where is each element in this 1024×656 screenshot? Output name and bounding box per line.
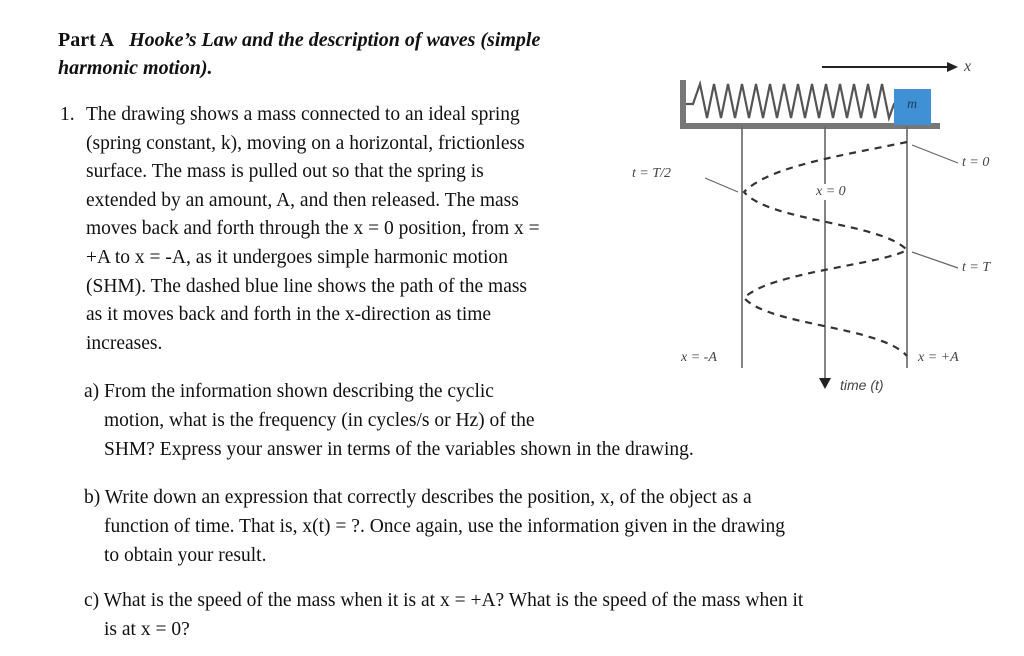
problem-number: 1. xyxy=(60,104,75,125)
problem-line: +A to x = -A, as it undergoes simple harmonic motion xyxy=(86,247,508,268)
x-axis-arrowhead xyxy=(947,62,958,72)
t-half-label: t = T/2 xyxy=(632,166,672,181)
x-neg-label: x = -A xyxy=(681,350,717,365)
problem-line: extended by an amount, A, and then released. The mass xyxy=(86,190,519,211)
question-a-line: motion, what is the frequency (in cycles/s or Hz) of the xyxy=(104,410,535,431)
x-axis-label: x xyxy=(964,58,972,75)
spring xyxy=(686,84,897,118)
time-arrowhead xyxy=(819,378,831,389)
x-pos-label: x = +A xyxy=(918,350,959,365)
t-period-label: t = T xyxy=(962,260,991,275)
pointer-t-period xyxy=(912,252,958,268)
pointer-t-zero xyxy=(912,145,958,163)
part-heading xyxy=(58,28,540,52)
time-label: time (t) xyxy=(840,377,884,393)
question-b-line: function of time. That is, x(t) = ?. Once again, use the information given in the drawing xyxy=(104,516,786,537)
pointer-t-half xyxy=(705,178,738,192)
question-c-line: is at x = 0? xyxy=(104,619,190,640)
question-b-line: b) Write down an expression that correctly describes the position, x, of the object as a xyxy=(84,487,752,508)
mass-label: m xyxy=(907,97,918,112)
part-label: Part A xyxy=(58,29,115,51)
question-a-line: SHM? Express your answer in terms of the variables shown in the drawing. xyxy=(104,439,694,460)
problem-line: moves back and forth through the x = 0 position, from x = xyxy=(86,218,540,239)
t-zero-label: t = 0 xyxy=(962,155,990,170)
problem-line: as it moves back and forth in the x-direction as time xyxy=(86,304,492,325)
question-b-line: to obtain your result. xyxy=(104,545,267,566)
question-c-line: c) What is the speed of the mass when it is at x = +A? What is the speed of the mass when it xyxy=(84,590,804,611)
part-title-line2-wrap xyxy=(58,56,212,80)
part-title-line2: harmonic motion). xyxy=(58,57,213,79)
problem-line: The drawing shows a mass connected to an ideal spring xyxy=(86,104,520,125)
question-a-line: a) From the information shown describing the cyclic xyxy=(84,381,494,402)
problem-line: (SHM). The dashed blue line shows the path of the mass xyxy=(86,276,528,297)
problem-line: surface. The mass is pulled out so that the spring is xyxy=(86,161,484,182)
x-zero-label: x = 0 xyxy=(816,184,846,199)
problem-line: increases. xyxy=(86,333,163,354)
problem-line: (spring constant, k), moving on a horizontal, frictionless xyxy=(86,133,525,154)
part-title-line1: Hooke’s Law and the description of waves (simple xyxy=(129,29,541,51)
